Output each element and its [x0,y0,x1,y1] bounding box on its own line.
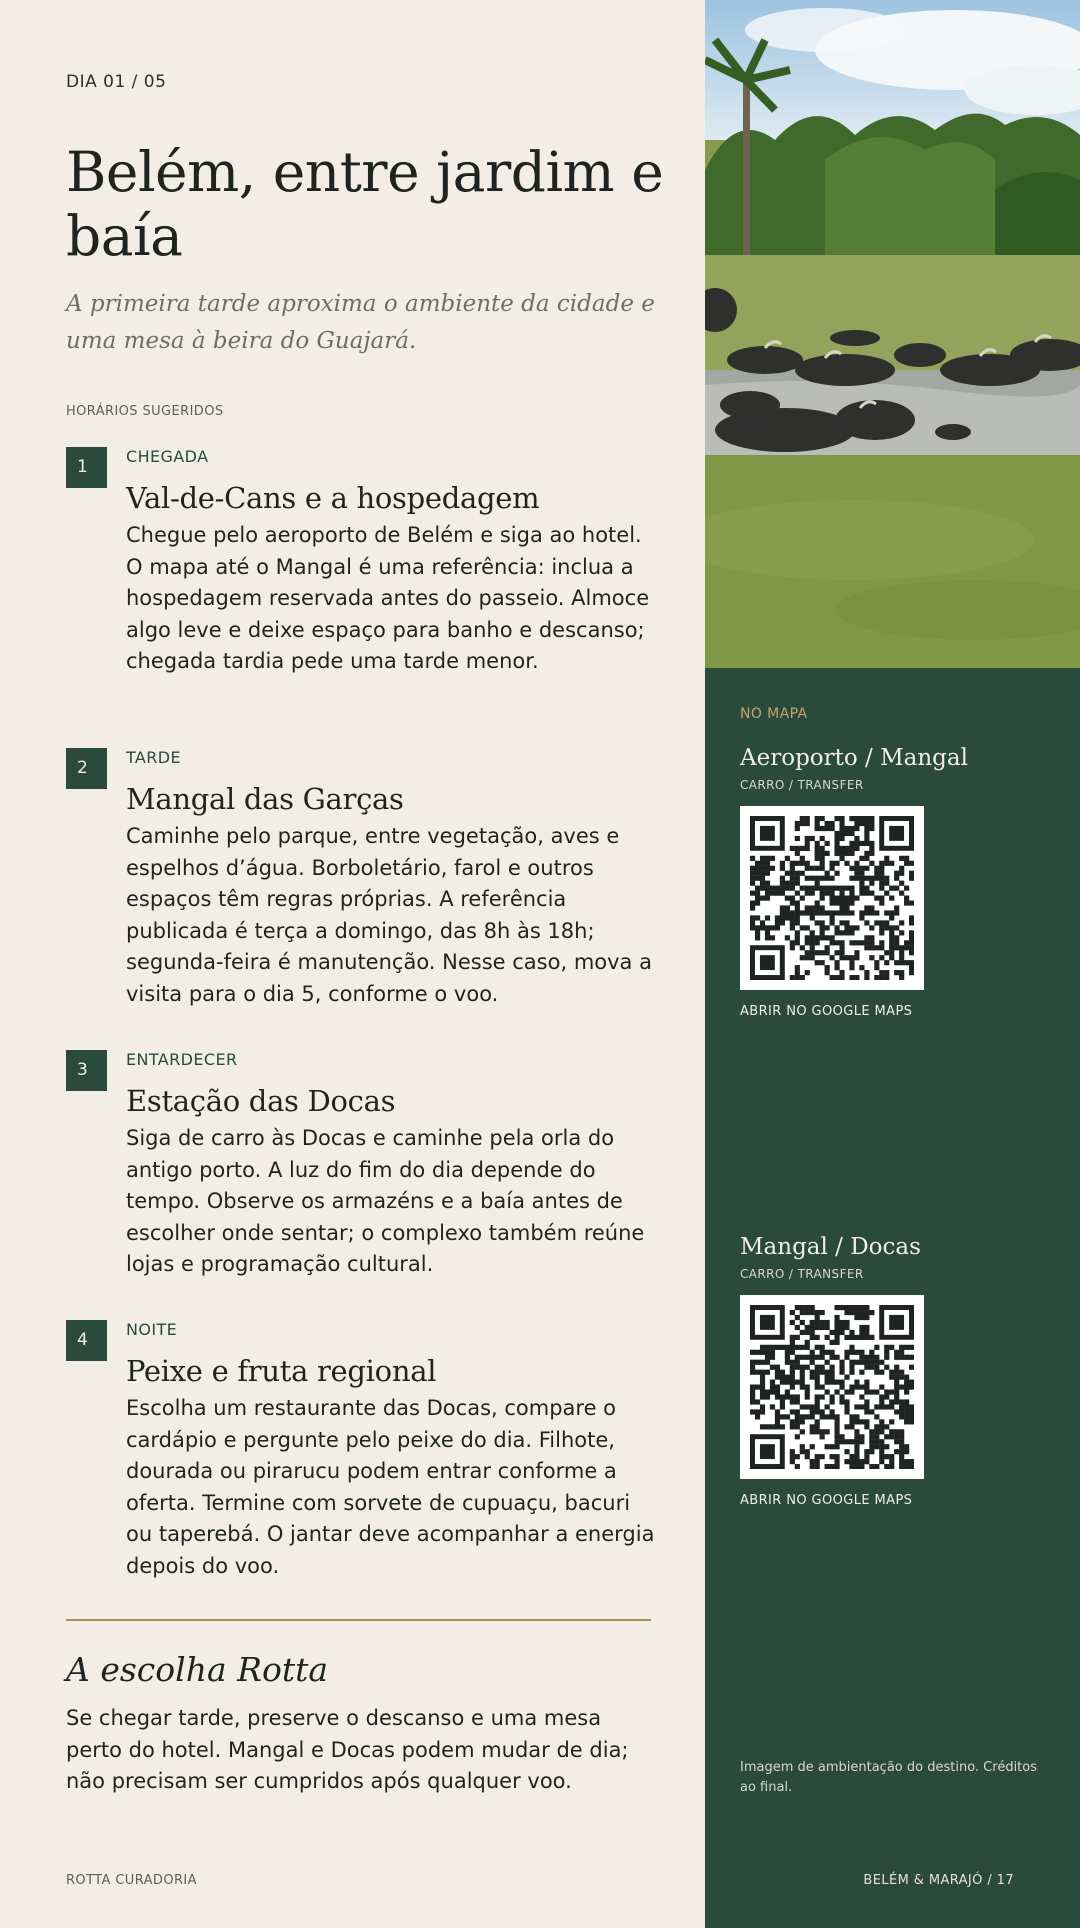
step-number: 1 [66,447,107,488]
route-card-1 [740,742,1050,1019]
step-time-tag: CHEGADA [126,447,209,466]
step-description: Escolha um restaurante das Docas, compare o cardápio e pergunte pelo peixe do dia. Filhote, dourada ou pirarucu podem entrar conforme a oferta. Termine com sorvete de cupuaçu, bacuri ou taperebá. O jantar deve acompanhar a energia depois do voo. [126,1396,655,1578]
pick-text: Se chegar tarde, preserve o descanso e uma mesa perto do hotel. Mangal e Docas podem mudar de dia; não precisam ser cumpridos após qualquer voo. [66,1706,629,1793]
image-credit: Imagem de ambientação do destino. Créditos ao final. [740,1760,1038,1795]
step-title: Estação das Docas [126,1084,396,1118]
destination-photo [705,0,1080,668]
step-number: 2 [66,748,107,789]
step-number: 3 [66,1050,107,1091]
page-subtitle: A primeira tarde aproxima o ambiente da cidade e uma mesa à beira do Guajará. [66,291,655,354]
route-title: Mangal / Docas [740,1234,921,1260]
step-time-tag: ENTARDECER [126,1050,238,1069]
schedule-label: HORÁRIOS SUGERIDOS [66,404,224,419]
route-mode: CARRO / TRANSFER [740,778,864,792]
section-divider [66,1619,651,1621]
sidebar [705,0,1080,1928]
footer-brand: ROTTA CURADORIA [66,1873,197,1888]
open-google-maps-link[interactable]: ABRIR NO GOOGLE MAPS [740,1004,913,1019]
step-title: Val-de-Cans e a hospedagem [126,481,540,515]
map-section-label: NO MAPA [740,706,808,722]
route-mode: CARRO / TRANSFER [740,1267,864,1281]
step-description: Chegue pelo aeroporto de Belém e siga ao hotel. O mapa até o Mangal é uma referência: inclua a hospedagem reservada antes do passeio. Almoce algo leve e deixe espaço para banho e descanso; chegada tardia pede uma tarde menor. [126,523,650,673]
step-description: Caminhe pelo parque, entre vegetação, aves e espelhos d’água. Borboletário, farol e outros espaços têm regras próprias. A referência publicada é terça a domingo, das 8h às 18h; segunda-feira é manutenção. Nesse caso, mova a visita para o dia 5, conforme o voo. [126,824,652,1006]
day-indicator: DIA 01 / 05 [66,72,167,92]
step-number: 4 [66,1320,107,1361]
qr-code-icon[interactable] [740,806,924,990]
step-title: Mangal das Garças [126,782,404,816]
step-time-tag: NOITE [126,1320,178,1339]
step-title: Peixe e fruta regional [126,1354,437,1388]
open-google-maps-link[interactable]: ABRIR NO GOOGLE MAPS [740,1493,913,1508]
step-description: Siga de carro às Docas e caminhe pela orla do antigo porto. A luz do fim do dia depende do tempo. Observe os armazéns e a baía antes de escolher onde sentar; o complexo também reúne lojas e programação cultural. [126,1126,645,1276]
route-card-2 [740,1231,1050,1508]
page-title: Belém, entre jardim e baía [66,140,664,268]
pick-title: A escolha Rotta [66,1650,329,1689]
route-title: Aeroporto / Mangal [740,745,968,771]
footer-page-info: BELÉM & MARAJÓ / 17 [863,1873,1014,1888]
qr-code-icon[interactable] [740,1295,924,1479]
step-time-tag: TARDE [126,748,182,767]
